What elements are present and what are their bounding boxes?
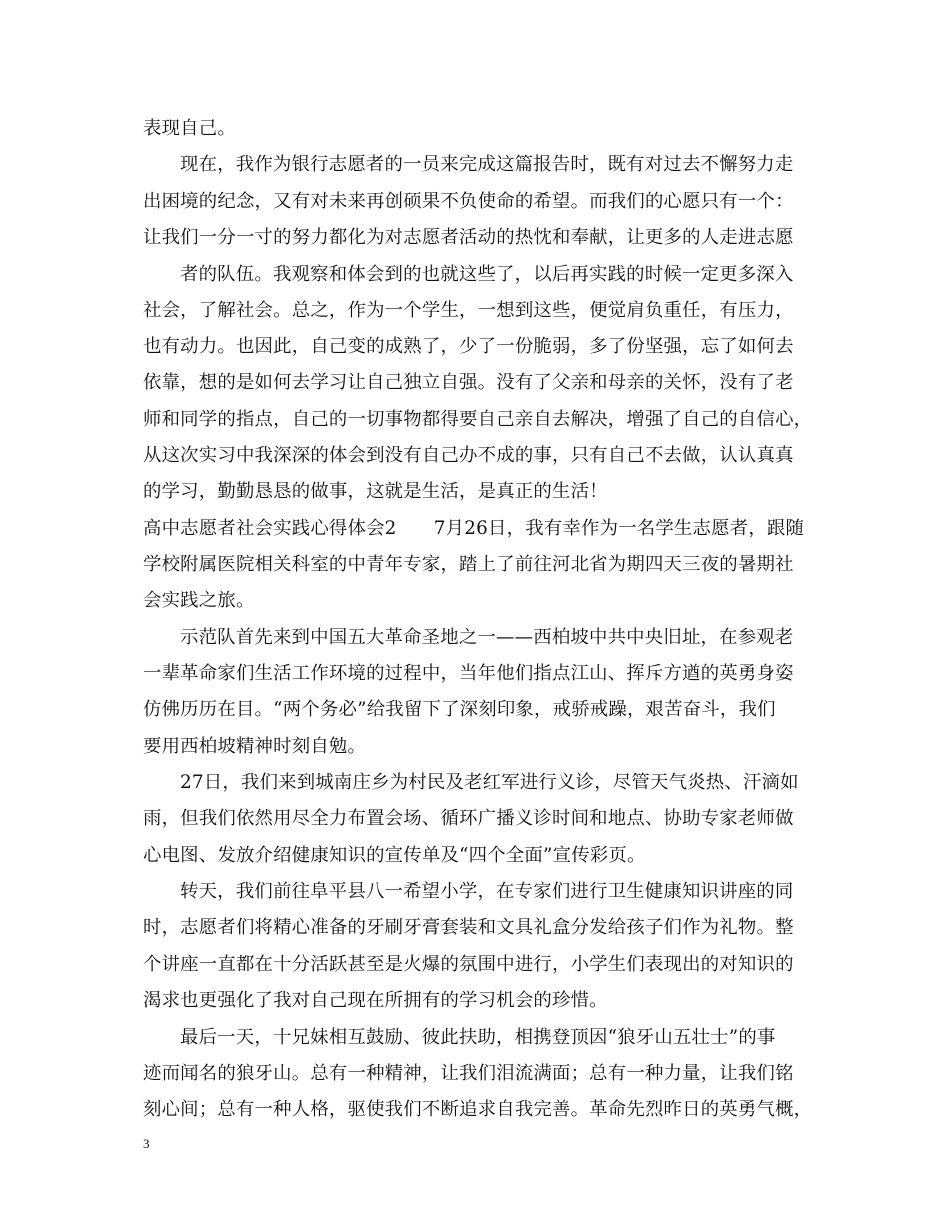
text-line: 的学习，勤勤恳恳的做事，这就是生活，是真正的生活！ [143, 481, 608, 502]
text-line: 时，志愿者们将精心准备的牙刷牙膏套装和文具礼盒分发给孩子们作为礼物。整 [143, 917, 794, 938]
text-line: 要用西柏坡精神时刻自勉。 [143, 736, 367, 757]
text-line: 者的队伍。我观察和体会到的也就这些了，以后再实践的时候一定更多深入 [180, 264, 794, 285]
text-line: 转天，我们前往阜平县八一希望小学，在专家们进行卫生健康知识讲座的同 [180, 881, 794, 902]
text-line: 27日，我们来到城南庄乡为村民及老红军进行义诊，尽管天气炎热、汗滴如 [180, 772, 799, 793]
text-line: 一辈革命家们生活工作环境的过程中，当年他们指点江山、挥斥方遒的英勇身姿 [143, 663, 794, 684]
text-line: 让我们一分一寸的努力都化为对志愿者活动的热忱和奉献，让更多的人走进志愿 [143, 227, 794, 248]
text-line: 师和同学的指点，自己的一切事物都得要自己亲自去解决，增强了自己的自信心， [143, 409, 813, 430]
text-line: 现在，我作为银行志愿者的一员来完成这篇报告时，既有对过去不懈努力走 [180, 154, 794, 175]
text-line: 个讲座一直都在十分活跃甚至是火爆的氛围中进行，小学生们表现出的对知识的 [143, 954, 794, 975]
text-line: 仿佛历历在目。“两个务必”给我留下了深刻印象，戒骄戒躁，艰苦奋斗，我们 [143, 699, 776, 720]
text-line: 学校附属医院相关科室的中青年专家，踏上了前往河北省为期四天三夜的暑期社 [143, 554, 794, 575]
text-line: 心电图、发放介绍健康知识的宣传单及“四个全面”宣传彩页。 [143, 845, 646, 866]
text-line: 渴求也更强化了我对自己现在所拥有的学习机会的珍惜。 [143, 990, 608, 1011]
text-line: 表现自己。 [143, 118, 236, 139]
text-line: 刻心间；总有一种人格，驱使我们不断追求自我完善。革命先烈昨日的英勇气概， [143, 1099, 813, 1120]
text-line: 从这次实习中我深深的体会到没有自己办不成的事，只有自己不去做，认认真真 [143, 445, 794, 466]
text-line: 社会，了解社会。总之，作为一个学生，一想到这些，便觉肩负重任，有压力， [143, 300, 794, 321]
text-line: 出困境的纪念，又有对未来再创硕果不负使命的希望。而我们的心愿只有一个： [143, 191, 794, 212]
text-line: 依靠，想的是如何去学习让自己独立自强。没有了父亲和母亲的关怀，没有了老 [143, 372, 794, 393]
text-line: 最后一天，十兄妹相互鼓励、彼此扶助，相携登顶因“狼牙山五壮士”的事 [180, 1027, 776, 1048]
text-line: 雨，但我们依然用尽全力布置会场、循环广播义诊时间和地点、协助专家老师做 [143, 808, 794, 829]
page-number: 3 [143, 1136, 150, 1151]
text-line: 会实践之旅。 [143, 590, 255, 611]
text-line: 高中志愿者社会实践心得体会2 7月26日，我有幸作为一名学生志愿者，跟随 [143, 518, 805, 539]
text-line: 示范队首先来到中国五大革命圣地之一——西柏坡中共中央旧址，在参观老 [180, 627, 794, 648]
text-line: 也有动力。也因此，自己变的成熟了，少了一份脆弱，多了份坚强，忘了如何去 [143, 336, 794, 357]
text-line: 迹而闻名的狼牙山。总有一种精神，让我们泪流满面；总有一种力量，让我们铭 [143, 1063, 794, 1084]
